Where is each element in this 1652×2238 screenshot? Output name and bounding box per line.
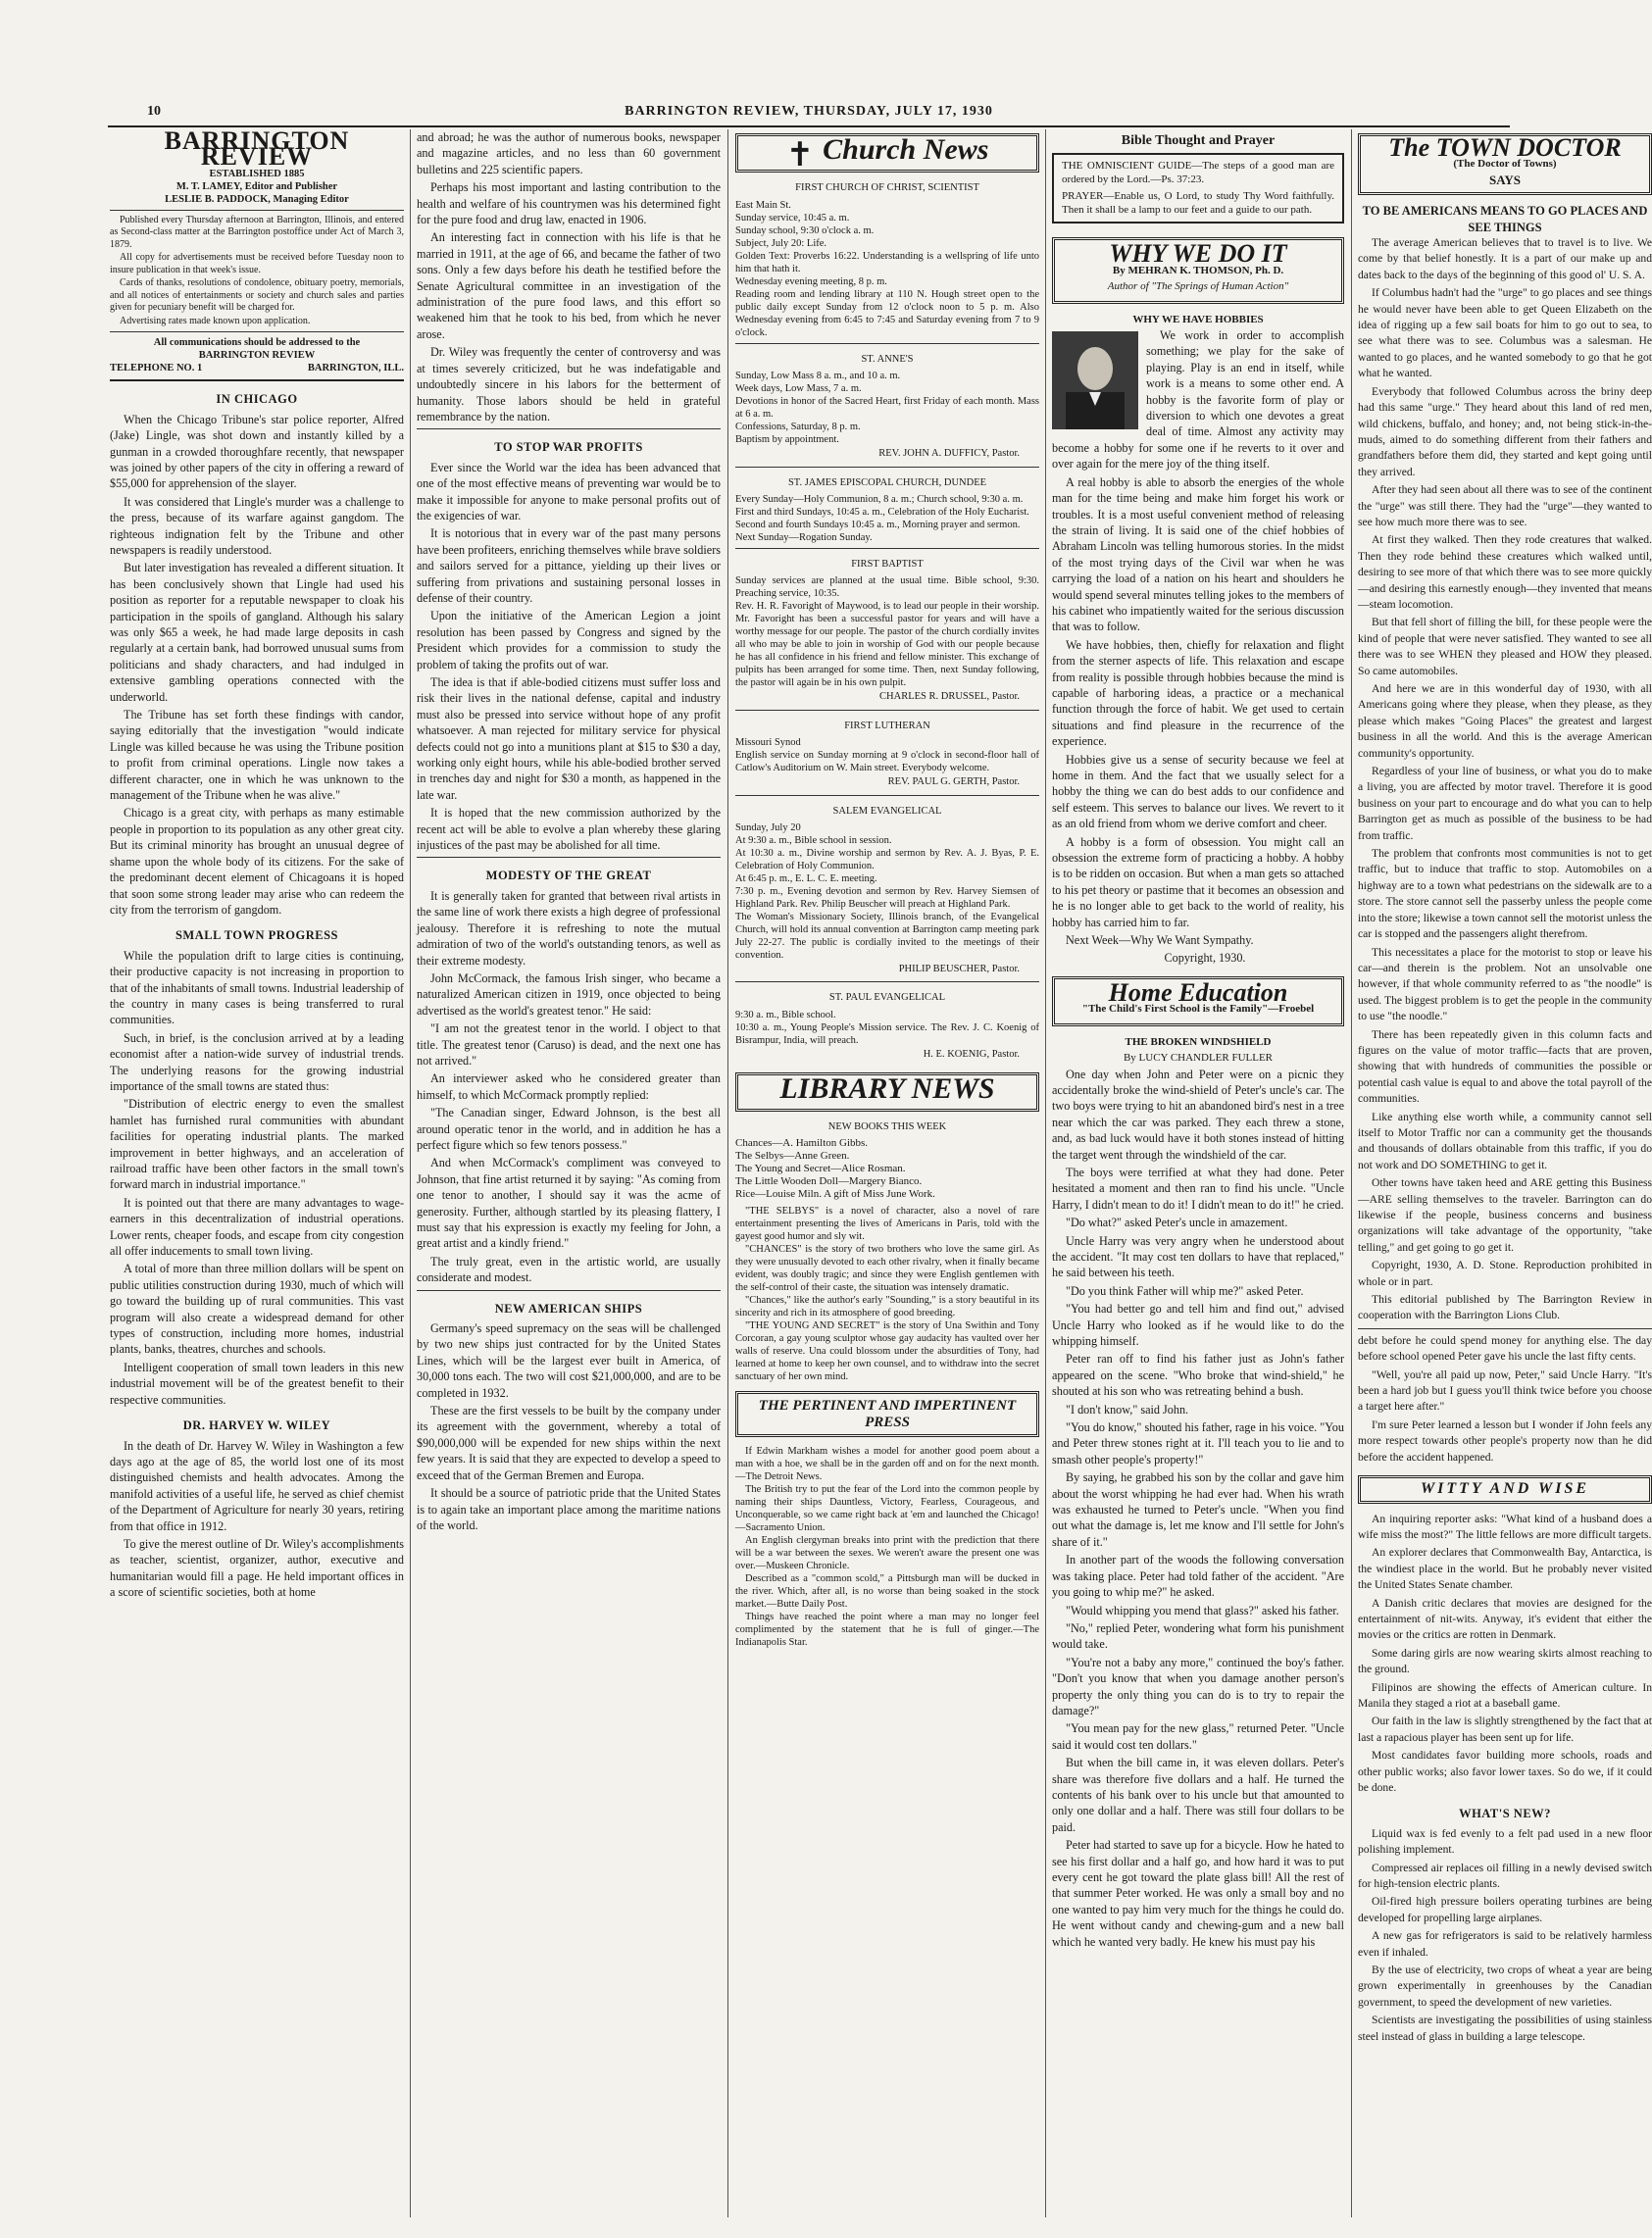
paragraph: One day when John and Peter were on a picnic they accidentally broke the wind-shield of Peter's uncle's car. The two boys were trying to hit an abandoned bird's nest in a tree near which the car was parked. They each threw a stone, and, as bad luck would have it both stones instead of hitting the target went through the windshield of the car. xyxy=(1052,1067,1344,1162)
paragraph: Next Week—Why We Want Sympathy. xyxy=(1066,933,1254,948)
paragraph: Chicago is a great city, with perhaps as many estimable people in proportion to its population as any other great city. But its criminal minority has brought an unusual degree of shame upon the whole body of its citizens. For the sake of the predominant decent element of Chicagoans it is hoped that soon some strong leader may arise who can redeem the city from the terrorism of gangdom. xyxy=(110,806,404,917)
book-item: The Selbys—Anne Green. xyxy=(735,1150,850,1163)
paragraph: The British try to put the fear of the Lord into the common people by naming their ships Dauntless, Victory, Fearless, Courageous, and Unconquerable, so we came right back at 'em and launched the Chicago!—Sacramento Union. xyxy=(735,1483,1039,1533)
hobbies-subhead: WHY WE HAVE HOBBIES xyxy=(1132,313,1264,325)
masthead-contact xyxy=(110,362,404,374)
church-name: ST. JAMES EPISCOPAL CHURCH, DUNDEE xyxy=(787,476,987,488)
book-item: Rice—Louise Miln. A gift of Miss June Work. xyxy=(735,1188,935,1201)
paragraph: Hobbies give us a sense of security because we feel at home in them. And the fact that we usually select for a hobby the thing we can do best adds to our confidence and self esteem. This serves to balance our lives. We revert to it as an old friend from whom we derive comfort and cheer. xyxy=(1052,752,1344,831)
whats-new-items xyxy=(1358,1826,1652,2045)
paragraph: Perhaps his most important and lasting contribution to the health and welfare of his countrymen was his determined fight for the pure food and drug law, enacted in 1906. xyxy=(417,180,721,227)
address-name: BARRINGTON REVIEW xyxy=(198,350,316,362)
headline-new-american-ships: NEW AMERICAN SHIPS xyxy=(494,1301,643,1316)
church-entry xyxy=(735,981,1039,1063)
pertinent-press-items xyxy=(735,1445,1039,1649)
paragraph: Regardless of your line of business, or what you do to make a living, you are affected by motor travel. Therefore it is good business on your part to encourage and do what you can to help Barrington get as much as possible of the business to be had from traffic. xyxy=(1358,765,1652,842)
article-modesty xyxy=(417,888,721,1286)
church-line: First and third Sundays, 10:45 a. m., Celebration of the Holy Eucharist. xyxy=(735,507,1029,519)
paragraph: A new gas for refrigerators is said to be relatively harmless even if inhaled. xyxy=(1358,1929,1652,1959)
church-line: The Woman's Missionary Society, Illinois branch, of the Evangelical Church, will hold its annual convention at Barrington camp meeting park July 22-27. The public is cordially invited to the meetings of their convention. xyxy=(735,912,1039,962)
paragraph: Described as a "common scold," a Pittsburgh man will be ducked in the river. Which, after all, is no worse than being soaked in the stock market.—Butte Daily Post. xyxy=(735,1572,1039,1610)
paragraph: It is pointed out that there are many advantages to wage-earners in this decentralization of industrial operations. Lower rents, cheaper foods, and escape from city congestion all offer inducements to small town living. xyxy=(110,1195,404,1259)
church-listings xyxy=(735,180,1039,1063)
running-head: BARRINGTON REVIEW, THURSDAY, JULY 17, 1930 xyxy=(625,104,993,119)
paragraph: Our faith in the law is slightly strengthened by the fact that at last a rapacious player has been sent up for life. xyxy=(1358,1715,1652,1744)
masthead-copy: All copy for advertisements must be received before Tuesday noon to insure publication in that week's issue. xyxy=(110,252,404,275)
paragraph: If Columbus hadn't had the "urge" to go places and see things he would never have been able to get Queen Elizabeth on the idea of rigging up a few sail boats for him to go out to sea, to see what there was to see. Columbus was a salesman. He wanted to go places, and he wanted somebody to go that he got what he wanted. xyxy=(1358,286,1652,380)
paragraph: Liquid wax is fed evenly to a felt pad used in a new floor polishing implement. xyxy=(1358,1826,1652,1857)
church-line: East Main St. xyxy=(735,199,791,211)
story-continued xyxy=(1358,1333,1652,1466)
paragraph: debt before he could spend money for anything else. The day before school opened Peter gave his uncle the last fifty cents. xyxy=(1358,1333,1652,1364)
bible-thought-title: Bible Thought and Prayer xyxy=(1121,133,1276,148)
column-4 xyxy=(1052,129,1344,2217)
library-news-title: LIBRARY NEWS xyxy=(779,1072,995,1106)
paragraph: Some daring girls are now wearing skirts almost reaching to the ground. xyxy=(1358,1646,1652,1676)
paragraph: We have hobbies, then, chiefly for relaxation and flight from the sterner aspects of life. This relaxation and escape from reality is possible through hobbies because the mind is capable of harboring ideas, a practice or a mechanical function through the force of habit. We get used to certain situations and find pleasure in the recurrence of the experience. xyxy=(1052,637,1344,749)
why-author: Author of "The Springs of Human Action" xyxy=(1107,280,1289,293)
paragraph: When the Chicago Tribune's star police reporter, Alfred (Jake) Lingle, was shot down and instantly killed by a gunman in a crowded thoroughfare recently, that newspaper was joined by other papers of the city in offering a reward of $55,000 for apprehension of the slayer. xyxy=(110,412,404,491)
why-we-do-it-title: WHY WE DO IT xyxy=(1109,239,1287,269)
pertinent-press-banner xyxy=(735,1391,1039,1437)
library-subhead: NEW BOOKS THIS WEEK xyxy=(827,1120,947,1132)
church-pastor: CHARLES R. DRUSSEL, Pastor. xyxy=(879,691,1020,703)
why-we-do-it-banner xyxy=(1052,237,1344,303)
paragraph: "Chances," like the author's early "Sounding," is a story beautiful in its sincerity and rich in its atmosphere of good breeding. xyxy=(735,1295,1039,1319)
headline-modesty: MODESTY OF THE GREAT xyxy=(485,869,652,883)
masthead-managing-editor: LESLIE B. PADDOCK, Managing Editor xyxy=(165,193,349,205)
church-pastor: REV. JOHN A. DUFFICY, Pastor. xyxy=(878,448,1020,460)
column-2 xyxy=(417,129,721,2217)
church-line: Second and fourth Sundays 10:45 a. m., Morning prayer and sermon. xyxy=(735,520,1021,531)
article-hobbies xyxy=(1052,327,1344,967)
paragraph: Peter ran off to find his father just as John's father appeared on the scene. "Who broke that wind-shield," he shouted at his son who was retreating behind a bush. xyxy=(1052,1352,1344,1399)
paragraph: At first they walked. Then they rode creatures that walked. Then they rode behind these creatures which walked until, desiring to see more of that which there was to see more quickly—and desiring this earnestly enough—they invented that means—steam locomotion. xyxy=(1358,533,1652,611)
paragraph: "THE YOUNG AND SECRET" is the story of Una Swithin and Tony Corcoran, a gay young sculptor whose gay audacity has vaulted over her walls of reserve. Una could blossom under the absurdities of Tony, had learned at home to keep her own counsel, and to withdraw into the secret sanctuary of her own mind. xyxy=(735,1320,1039,1383)
town-doctor-sub: (The Doctor of Towns) xyxy=(1453,158,1557,171)
paragraph: "Distribution of electric energy to even the smallest hamlet has furnished rural communities with abundant facilities for operating industrial plants. The marked improvement in better highways, and an acceleration of railroad traffic have been other factors in the small town's forward march in industrial importance." xyxy=(110,1097,404,1192)
church-line: Sunday, July 20 xyxy=(735,822,801,834)
church-entry xyxy=(735,710,1039,791)
paragraph: An explorer declares that Commonwealth Bay, Antarctica, is the windiest place in the world. But he probably never visited the United States Senate chamber. xyxy=(1358,1546,1652,1592)
paragraph: The boys were terrified at what they had done. Peter hesitated a moment and then ran to find his uncle. "Uncle Harry, I didn't mean to do it! I didn't mean to do it!" he cried. xyxy=(1052,1165,1344,1212)
paragraph: "Do you think Father will whip me?" asked Peter. xyxy=(1066,1283,1304,1298)
paragraph: An English clergyman breaks into print with the prediction that there will be a war between the sexes. We weren't aware the present one was over.—Muskeen Chronicle. xyxy=(735,1534,1039,1571)
masthead-editor: M. T. LAMEY, Editor and Publisher xyxy=(175,180,338,192)
church-line: 7:30 p. m., Evening devotion and sermon by Rev. Harvey Siemsen of Highland Park. Rev. Philip Beuscher will preach at Highland Park. xyxy=(735,886,1039,911)
church-news-banner xyxy=(735,133,1039,173)
column-1 xyxy=(110,126,404,2217)
paragraph: Copyright, 1930, A. D. Stone. Reproduction prohibited in whole or in part. xyxy=(1358,1259,1652,1288)
paragraph: And when McCormack's compliment was conveyed to Johnson, that fine artist returned it by saying: "As coming from one tenor to another, I should say it was the acme of generosity. Further, although startled by its pleasing flattery, I must say that his expression is exactly my feeling for John, a great artist and a kindly friend." xyxy=(417,1156,721,1251)
town-doctor-says: SAYS xyxy=(1488,172,1522,187)
paragraph: Other towns have taken heed and ARE getting this Business—ARE selling themselves to the traveler. Barrington can do likewise if the people, business concerns and business organizations will take advantage of the opportunity, "take telling," and get going to go get it. xyxy=(1358,1176,1652,1254)
article-small-town-progress xyxy=(110,948,404,1408)
cross-icon: ✝ xyxy=(785,137,815,174)
paragraph: "No," replied Peter, wondering what form his punishment would take. xyxy=(1052,1620,1344,1652)
why-byline: By MEHRAN K. THOMSON, Ph. D. xyxy=(1112,264,1284,276)
telephone: TELEPHONE NO. 1 xyxy=(110,363,203,374)
church-news-title: Church News xyxy=(823,133,989,166)
paragraph: "I am not the greatest tenor in the world. I object to that title. The greatest tenor (Caruso) is dead, and the next one has not arrived." xyxy=(417,1021,721,1068)
home-education-motto: "The Child's First School is the Family"—Froebel xyxy=(1081,1003,1315,1016)
church-line: Sunday services are planned at the usual time. Bible school, 9:30. Preaching service, 10:35. xyxy=(735,575,1039,600)
article-town-doctor xyxy=(1358,235,1652,1324)
church-line: Wednesday evening meeting, 8 p. m. xyxy=(735,275,887,287)
paragraph: The Tribune has set forth these findings with candor, saying editorially that the investigation "would indicate Lingle was killed because he was using the Tribune position to profit from criminal operations. Lingle now takes a different character, one in which he was unknown to the management of the Tribune when he was alive." xyxy=(110,708,404,803)
paragraph: It is notorious that in every war of the past many persons have been profiteers, enriching themselves while brave soldiers and sailors served for a pittance, yielding up their lives or suffering from privations and sustaining personal losses in defense of their country. xyxy=(417,526,721,605)
paragraph: The average American believes that to travel is to live. We come by that belief honestly. It is a part of our make up and dates back to the days of the beginning of this good ol' U. S. A. xyxy=(1358,236,1652,281)
paragraph: "You do know," shouted his father, rage in his voice. "You and Peter threw stones right at it. I'll teach you to lie and to smash other people's property!" xyxy=(1052,1420,1344,1467)
witty-wise-banner xyxy=(1358,1475,1652,1503)
church-entry xyxy=(735,548,1039,706)
article-harvey-wiley-continued xyxy=(417,129,721,424)
paragraph: A real hobby is able to absorb the energies of the whole man for the time being and make him forget his work or troubles. It is a most useful convenient method of releasing the strain of living. It is said one of the chief hobbies of Abraham Lincoln was telling humorous stories. In the midst of the most trying days of the Civil war when he was carrying the load of a nation on his heart and shoulders he would spend several minutes telling jokes to the members of his cabinet who impatiently waited for the serious discussion that was to follow. xyxy=(1052,474,1344,634)
paragraph: In the death of Dr. Harvey W. Wiley in Washington a few days ago at the age of 85, the world lost one of its most distinguished chemists and health advocates. Among the manifold activities of a useful life, he served as chief chemist of the Department of Agriculture for nearly 30 years, retiring from that office in 1912. xyxy=(110,1438,404,1533)
church-name: ST. PAUL EVANGELICAL xyxy=(828,992,946,1004)
paragraph: It is generally taken for granted that between rival artists in the same line of work there exists a high degree of professional jealousy. Therefore it is refreshing to note the mutual admiration of two of the world's outstanding tenors, as well as their extreme modesty. xyxy=(417,888,721,968)
paragraph: Intelligent cooperation of small town leaders in this new industrial movement will be of the greatest benefit to their respective communities. xyxy=(110,1360,404,1407)
witty-wise-items xyxy=(1358,1512,1652,1797)
author-photo xyxy=(1052,331,1138,429)
paragraph: It should be a source of patriotic pride that the United States is to again take an important place among the maritime nations of the world. xyxy=(417,1486,721,1532)
church-line: Subject, July 20: Life. xyxy=(735,237,827,249)
paragraph: Dr. Wiley was frequently the center of controversy and was at times severely criticized, but he was indefatigable and undoubtedly sincere in his labors for the betterment of humanity. Those labors should be held in grateful remembrance by the nation. xyxy=(417,345,721,423)
masthead-advertising: Advertising rates made known upon application. xyxy=(120,315,311,326)
story-byline: By LUCY CHANDLER FULLER xyxy=(1123,1052,1274,1065)
paragraph: These are the first vessels to be built by the company under its agreement with the government, whereby a total of $90,000,000 will be expended for new ships within the next few years. It is said that they are expected to develop a speed to exceed that of the German Bremen and Europa. xyxy=(417,1404,721,1482)
column-rule xyxy=(1351,129,1352,2217)
paragraph: A Danish critic declares that movies are designed for the entertainment of nit-wits. Anyway, it's evident that either the movies or the critics are rotten in Denmark. xyxy=(1358,1596,1652,1642)
paragraph: The problem that confronts most communities is not to get traffic, but to induce that traffic to stop. Automobiles on a highway are to a town what pedestrians on the sidewalk are to a store. The store cannot sell the passerby unless the people come into the store; likewise a town cannot sell the motorist unless the car is stopped and the passengers alight therefrom. xyxy=(1358,847,1652,941)
paragraph: The idea is that if able-bodied citizens must suffer loss and risk their lives in the national defense, capital and industry must also be pressed into service without hope of any profit whatsoever. A man rejected for military service for physical defects could not go into a munitions plant at $15 to $30 a day, working only eight hours, while his able-bodied brother served in trenches day and night for $30 a month, as happened in the late war. xyxy=(417,675,721,802)
paragraph: The truly great, even in the artistic world, are usually considerate and modest. xyxy=(417,1254,721,1285)
church-line: Every Sunday—Holy Communion, 8 a. m.; Church school, 9:30 a. m. xyxy=(735,494,1024,506)
paragraph: Scientists are investigating the possibilities of using stainless steel instead of glass in building a large telescope. xyxy=(1358,2014,1652,2043)
paragraph: In another part of the woods the following conversation was taking place. Peter had told father of the accident. "Are you going to whip me?" he asked. xyxy=(1052,1553,1344,1600)
story-broken-windshield xyxy=(1052,1067,1344,1951)
pertinent-press-title: THE PERTINENT AND IMPERTINENT PRESS xyxy=(758,1398,1017,1430)
church-name: SALEM EVANGELICAL xyxy=(832,805,942,817)
paragraph: and abroad; he was the author of numerous books, newspaper and magazine articles, and no less than 60 government bulletins and 225 scientific papers. xyxy=(417,130,721,176)
paragraph: But when the bill came in, it was eleven dollars. Peter's share was therefore five dollars and a half. He turned the contents of his bank over to his uncle but that amounted to only one dollar and a half. There was still four dollars to be paid. xyxy=(1052,1756,1344,1834)
paragraph: Everybody that followed Columbus across the briny deep had this same "urge." They heard about this land of red men, wild chickens, buffalo, and honey; and, not being stick-in-the-muds, aimed to do something different from their fathers and grandfathers before them did, they started and kept going until they arrived. xyxy=(1358,384,1652,478)
church-line: Missouri Synod xyxy=(735,737,801,749)
church-line: English service on Sunday morning at 9 o'clock in second-floor hall of Catlow's Auditorium on W. Main street. Everybody welcome. xyxy=(735,750,1039,774)
paragraph: John McCormack, the famous Irish singer, who became a naturalized American citizen in 1919, once objected to being advertised as the world's greatest tenor." He said: xyxy=(417,970,721,1018)
headline-in-chicago: IN CHICAGO xyxy=(216,392,298,407)
town-doctor-title: The TOWN DOCTOR xyxy=(1388,133,1622,162)
book-item: The Little Wooden Doll—Margery Bianco. xyxy=(735,1175,923,1188)
paragraph: Most candidates favor building more schools, roads and other public works; also favor lower taxes. So do we, if it could be done. xyxy=(1358,1749,1652,1794)
church-line: Devotions in honor of the Sacred Heart, first Friday of each month. Mass at 6 a. m. xyxy=(735,396,1039,421)
masthead-published: Published every Thursday afternoon at Barrington, Illinois, and entered as Second-class matter at the Barrington postoffice under Act of March 3, 1879. xyxy=(110,214,404,250)
church-name: ST. ANNE'S xyxy=(861,353,914,365)
copyright: Copyright, 1930. xyxy=(1164,951,1246,966)
address-note: All communications should be addressed to the xyxy=(153,337,361,349)
church-line: At 6:45 p. m., E. L. C. E. meeting. xyxy=(735,873,877,885)
book-item: Chances—A. Hamilton Gibbs. xyxy=(735,1137,869,1150)
column-rule xyxy=(410,129,411,2217)
paragraph: Filipinos are showing the effects of American culture. In Manila they staged a riot at a baseball game. xyxy=(1358,1680,1652,1710)
column-rule xyxy=(727,129,728,2217)
article-new-american-ships xyxy=(417,1320,721,1533)
paragraph: "Would whipping you mend that glass?" asked his father. xyxy=(1066,1603,1339,1617)
paragraph: But that fell short of filling the bill, for these people were the kind of people that were never satisfied. They wanted to see all there was to see WHEN they pleased and HOW they pleased. So came automobiles. xyxy=(1358,616,1652,677)
church-line: Confessions, Saturday, 8 p. m. xyxy=(735,422,861,433)
paragraph: I'm sure Peter learned a lesson but I wonder if John feels any more respect towards other people's property now than he did before the accident happened. xyxy=(1358,1417,1652,1464)
town-doctor-headline: TO BE AMERICANS MEANS TO GO PLACES AND SEE THINGS xyxy=(1362,204,1648,234)
paragraph: "I don't know," said John. xyxy=(1066,1402,1189,1417)
masthead-title: BARRINGTON REVIEW xyxy=(164,126,350,172)
paragraph: A hobby is a form of obsession. You might call an obsession the extreme form of practicing a hobby. A hobby is to be ridden on occasion. But when a man gets so attached to his pet theory or pastime that it becomes an obsession and he is no longer able to get back to the world of reality, his hobby has carried him to far. xyxy=(1052,834,1344,929)
paragraph: An inquiring reporter asks: "What kind of a husband does a wife miss the most?" The little fellows are more difficult targets. xyxy=(1358,1512,1652,1541)
paragraph: To give the merest outline of Dr. Wiley's accomplishments as teacher, scientist, organizer, author, executive and humanitarian would fill a page. He held important offices in a score of scientific societies, both at home xyxy=(110,1536,404,1600)
church-line: At 10:30 a. m., Divine worship and sermon by Rev. A. J. Byas, P. E. Celebration of Holy Communion. xyxy=(735,848,1039,872)
paragraph: "CHANCES" is the story of two brothers who love the same girl. As they were unusually devoted to each other rivalry, when it finally became evident, was doubly tragic; and since they were English gentlemen with the self-control of their caste, the situation was intensely dramatic. xyxy=(735,1244,1039,1294)
library-reviews xyxy=(735,1205,1039,1383)
masthead-cards: Cards of thanks, resolutions of condolence, obituary poetry, memorials, and all notices of entertainments or society and church sales and parties given for pecuniary benefit will be charged for. xyxy=(110,277,404,314)
headline-small-town-progress: SMALL TOWN PROGRESS xyxy=(175,928,339,943)
paragraph: It is hoped that the new commission authorized by the recent act will be able to evolve a plan whereby these glaring injustices of the past may be abolished for all time. xyxy=(417,806,721,853)
city: BARRINGTON, ILL. xyxy=(307,363,404,374)
story-title: THE BROKEN WINDSHIELD xyxy=(1125,1035,1272,1048)
paragraph: "Do what?" asked Peter's uncle in amazement. xyxy=(1066,1216,1288,1230)
paragraph: By saying, he grabbed his son by the collar and gave him about the worst whipping he had ever had. When his wrath was exhausted he turned to Peter's uncle. "When you find out what the damage is, let me know and I'll settle for John's share of it." xyxy=(1052,1470,1344,1549)
church-name: FIRST LUTHERAN xyxy=(844,720,930,731)
paragraph: And here we are in this wonderful day of 1930, with all Americans going where they please, when they please, as they please which makes "Going Places" the greatest and largest business in all the world. And this is the average American community's opportunity. xyxy=(1358,682,1652,760)
bible-thought-box xyxy=(1052,153,1344,224)
church-entry xyxy=(735,795,1039,978)
bible-prayer: PRAYER—Enable us, O Lord, to study Thy Word faithfully. Then it shall be a lamp to our feet and a guide to our path. xyxy=(1062,190,1334,216)
paragraph: We work in order to accomplish something; we play for the sake of playing. Play is an end in itself, while work is a means to some other end. A hobby is the favorite form of play or diversion to which one devotes a great deal of time. Almost any activity may become a hobby for some one if he reverts to it over and over again for the mere joy of the thing itself. xyxy=(1052,328,1344,472)
book-item: The Young and Secret—Alice Rosman. xyxy=(735,1163,906,1175)
paragraph: An interviewer asked who he considered greater than himself, to which McCormack promptly replied: xyxy=(417,1071,721,1102)
paragraph: Peter had started to save up for a bicycle. How he hated to see his first dollar and a half go, and how hard it was to put every cent he got toward the plate glass bill! All the rest of that summer Peter worked. He was only a small boy and no one wanted to pay him very much for the things he could do. He went without candy and chewing-gum and a new ball which he wanted very badly. He knew his must pay his xyxy=(1052,1838,1344,1949)
paragraph: "You're not a baby any more," continued the boy's father. "Don't you know that when you damage another person's property the only thing you can do is to try to repair the damage?" xyxy=(1052,1655,1344,1717)
paragraph: Like anything else worth while, a community cannot sell itself to Motor Traffic nor can a community get the thousands and thousands of dollars obtainable from this traffic, if you do not work and DO SOMETHING to get it. xyxy=(1358,1110,1652,1171)
church-entry xyxy=(735,180,1039,338)
whats-new-title: WHAT'S NEW? xyxy=(1459,1807,1551,1821)
church-line: Reading room and lending library at 110 N. Hough street open to the public daily except Sunday from 12 o'clock noon to 5 p. m. Also Wednesday evening from 6:45 to 7:45 and Saturday evening from 7 to 9 o'clock. xyxy=(735,288,1039,338)
running-header xyxy=(108,98,1510,127)
paragraph: "The Canadian singer, Edward Johnson, is the best all around operatic tenor in the world, and in addition he has a perfect figure which so few tenors possess." xyxy=(417,1106,721,1152)
paragraph: After they had seen about all there was to see of the continent the "urge" was still there. They had the "urge"—they wanted to see how much more there was to see. xyxy=(1358,483,1652,528)
paragraph: Ever since the World war the idea has been advanced that one of the most effective means of preventing war would be to make it impossible for anyone to make personal profits out of the exigencies of war. xyxy=(417,460,721,522)
paragraph: Compressed air replaces oil filling in a newly devised switch for high-tension electric plants. xyxy=(1358,1861,1652,1891)
article-in-chicago xyxy=(110,412,404,919)
bible-verse: THE OMNISCIENT GUIDE—The steps of a good man are ordered by the Lord.—Ps. 37:23. xyxy=(1062,160,1334,185)
church-line: 10:30 a. m., Young People's Mission service. The Rev. J. C. Koenig of Bisrampur, India, will preach. xyxy=(735,1021,1039,1046)
paragraph: Upon the initiative of the American Legion a joint resolution has been passed by Congress and signed by the President which provides for a commission to study the problem of taking the profits out of war. xyxy=(417,609,721,671)
book-list xyxy=(735,1137,1039,1201)
church-pastor: REV. PAUL G. GERTH, Pastor. xyxy=(887,776,1020,788)
paragraph: This necessitates a place for the motorist to stop or leave his car—and therein is the problem. Not an unsolvable one however, if that whole community referred to as "the noodle" is used. The biggest problem is to get the people in the community to use "the noodle." xyxy=(1358,945,1652,1023)
page-number: 10 xyxy=(147,104,161,119)
paragraph: Germany's speed supremacy on the seas will be challenged by two new ships just contracted for by the United States Lines, which will be the largest ever built in America, of 30,000 tons each. The two will cost $21,000,000, and are to be completed in 1932. xyxy=(417,1321,721,1400)
church-line: At 9:30 a. m., Bible school in session. xyxy=(735,835,892,847)
church-line: 9:30 a. m., Bible school. xyxy=(735,1009,836,1020)
paragraph: "Well, you're all paid up now, Peter," said Uncle Harry. "It's been a hard job but I guess you'll think twice before you choose a target here after." xyxy=(1358,1368,1652,1414)
town-doctor-banner xyxy=(1358,133,1652,195)
masthead-notices xyxy=(110,215,404,328)
church-line: Sunday service, 10:45 a. m. xyxy=(735,212,850,224)
headline-stop-war-profits: TO STOP WAR PROFITS xyxy=(494,440,643,455)
paragraph: Things have reached the point where a man may no longer feel complimented by the statement that he is full of ginger.—The Indianapolis Star. xyxy=(735,1611,1039,1648)
church-line: Rev. H. R. Favoright of Maywood, is to lead our people in their worship. Mr. Favoright has been a successful pastor for years and will have a worthy message for our people. The pastor of the church cordially invites all who may be able to join in worship of God with our people because he has all confidence in his friend and fellow minister. This exchange of pulpits has been arranged for some time. Then, next Sunday following, the pastor will again be in his own pulpit. xyxy=(735,601,1039,689)
masthead-established: ESTABLISHED 1885 xyxy=(209,168,305,179)
paragraph: By the use of electricity, two crops of wheat a year are being grown experimentally in greenhouses by the Canadian government, to speed the development of new varieties. xyxy=(1358,1964,1652,2009)
paragraph: If Edwin Markham wishes a model for another good poem about a man with a hoe, we shall be in the garden off and on for the next month.—The Detroit News. xyxy=(735,1445,1039,1482)
column-3 xyxy=(735,129,1039,2217)
home-education-banner xyxy=(1052,976,1344,1026)
paragraph: While the population drift to large cities is continuing, their productive capacity is not increasing in proportion to that of the inhabitants of small towns. Industrial leadership of the country in many cases is being transferred to rural communities. xyxy=(110,948,404,1027)
headline-harvey-wiley: DR. HARVEY W. WILEY xyxy=(182,1418,331,1433)
church-entry xyxy=(735,467,1039,544)
column-rule xyxy=(1045,129,1046,2217)
paragraph: Such, in brief, is the conclusion arrived at by a leading economist after a nation-wide survey of industrial trends. The underlying reasons for the growing industrial importance of the small towns are stated thus: xyxy=(110,1030,404,1093)
church-line: Week days, Low Mass, 7 a. m. xyxy=(735,383,862,395)
home-education-title: Home Education xyxy=(1108,977,1288,1007)
paragraph: It was considered that Lingle's murder was a challenge to the press, because of its warfare against gangdom. The righteous indignation felt by the Tribune and other newspapers is readily understood. xyxy=(110,494,404,557)
church-pastor: H. E. KOENIG, Pastor. xyxy=(923,1048,1020,1060)
church-name: FIRST BAPTIST xyxy=(851,559,924,571)
column-5 xyxy=(1358,129,1652,2217)
church-line: Next Sunday—Rogation Sunday. xyxy=(735,532,873,544)
paragraph: Uncle Harry was very angry when he understood about the accident. "It may cost ten dollars to have that replaced," he said between his teeth. xyxy=(1052,1233,1344,1280)
paragraph: But later investigation has revealed a different situation. It has been conclusively shown that Lingle had used his position as reporter for a reputable newspaper to cloak his participation in the spoils of gangland. Although his salary was only $65 a week, he had made large deposits in cash regularly at a certain bank, had borrowed unusual sums from politicians and shady characters, and had indulged in extensive gambling operations connected with the underworld. xyxy=(110,561,404,704)
paragraph: "THE SELBYS" is a novel of character, also a novel of rare entertainment presenting the lives of Americans in Paris, told with the gayest good humor and sly wit. xyxy=(735,1206,1039,1243)
church-name: FIRST CHURCH OF CHRIST, SCIENTIST xyxy=(795,182,979,194)
paragraph: This editorial published by The Barrington Review in cooperation with the Barrington Lions Club. xyxy=(1358,1293,1652,1322)
article-harvey-wiley xyxy=(110,1438,404,1601)
paragraph: "You mean pay for the new glass," returned Peter. "Uncle said it would cost ten dollars." xyxy=(1052,1721,1344,1752)
church-pastor: PHILIP BEUSCHER, Pastor. xyxy=(898,964,1020,975)
church-line: Golden Text: Proverbs 16:22. Understanding is a wellspring of life unto him that hath it. xyxy=(735,250,1039,274)
church-line: Sunday, Low Mass 8 a. m., and 10 a. m. xyxy=(735,371,901,382)
witty-wise-title: WITTY AND WISE xyxy=(1420,1480,1590,1498)
paragraph: An interesting fact in connection with his life is that he married in 1911, at the age of 66, and became the father of two sons. Only a few days before his death he testified before the Senate Agricultural committee in an investigation of the administration of the pure food laws, and this effort so weakened him that he took to his bed, from which he never arose. xyxy=(417,230,721,341)
church-line: Baptism by appointment. xyxy=(735,434,839,446)
church-line: Sunday school, 9:30 o'clock a. m. xyxy=(735,224,875,236)
paragraph: "You had better go and tell him and find out," advised Uncle Harry who looked as if he would like to do the whipping himself. xyxy=(1052,1302,1344,1348)
paragraph: Oil-fired high pressure boilers operating turbines are being developed for propelling large airplanes. xyxy=(1358,1895,1652,1924)
paragraph: There has been repeatedly given in this column facts and figures on the value of motor traffic—facts that are proven, showing that with hundreds of communities the possible or potential cash value is equal to and above the total payroll of the communities. xyxy=(1358,1027,1652,1106)
library-news-banner xyxy=(735,1072,1039,1111)
article-stop-war-profits xyxy=(417,460,721,854)
church-entry xyxy=(735,343,1039,463)
paragraph: A total of more than three million dollars will be spent on public utilities construction during 1930, much of which will go toward the building up of rural communities. This vast program will also create a widespread demand for other types of construction, including more homes, industrial plants, banks, theatres, churches and schools. xyxy=(110,1262,404,1357)
